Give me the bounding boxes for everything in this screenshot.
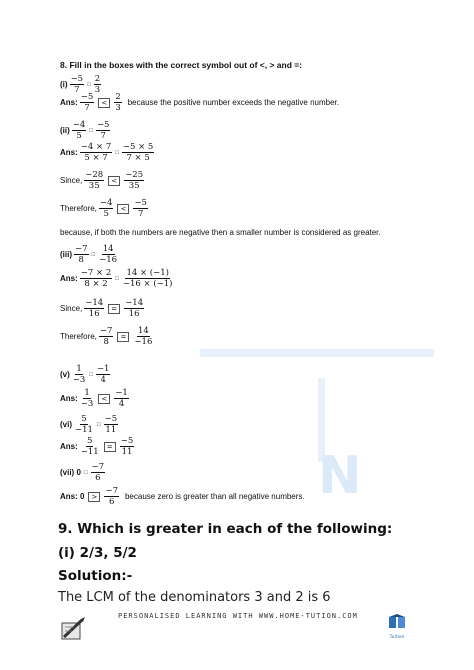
numerator: 14 bbox=[138, 326, 149, 336]
part-iii-question bbox=[60, 244, 118, 265]
numerator: −1 bbox=[115, 388, 128, 398]
fraction bbox=[80, 142, 112, 163]
numerator: 1 bbox=[76, 364, 82, 374]
part-v-answer bbox=[60, 388, 129, 409]
numerator: −5 bbox=[80, 92, 94, 102]
fraction bbox=[104, 414, 119, 435]
numerator: −4 bbox=[99, 198, 113, 208]
denominator: −3 bbox=[72, 375, 86, 385]
numerator: 2 bbox=[115, 92, 121, 102]
question-8-title: 8. Fill in the boxes with the correct symbol out of <, > and =: bbox=[60, 60, 303, 70]
label-text: (iii) bbox=[60, 250, 72, 259]
denominator: −3 bbox=[80, 399, 94, 409]
denominator: −16 × (−1) bbox=[122, 279, 173, 289]
denominator: 6 bbox=[95, 473, 101, 483]
numerator: −28 bbox=[85, 170, 104, 180]
denominator: −11 bbox=[75, 425, 93, 435]
fraction bbox=[124, 298, 144, 319]
numerator: −4 × 7 bbox=[80, 142, 112, 152]
label-text: Ans: bbox=[60, 394, 78, 403]
numerator: −5 × 5 bbox=[122, 142, 154, 152]
numerator: −7 × 2 bbox=[80, 268, 112, 278]
fraction bbox=[91, 462, 106, 483]
label-text: (vi) bbox=[60, 420, 72, 429]
blank-box-icon: □ bbox=[115, 149, 119, 156]
fraction bbox=[122, 268, 174, 289]
numerator: −7 bbox=[105, 486, 118, 496]
part-ii-answer bbox=[60, 142, 154, 163]
denominator: 16 bbox=[88, 309, 100, 319]
fraction bbox=[80, 436, 100, 457]
blank-box-icon: □ bbox=[91, 251, 96, 258]
denominator: 7 × 5 bbox=[126, 153, 150, 163]
label-text: (vii) 0 bbox=[60, 468, 81, 477]
denominator: 5 bbox=[76, 131, 82, 141]
watermark-letter: N bbox=[318, 446, 362, 506]
numerator: 14 × (−1) bbox=[126, 268, 169, 278]
label-text: Ans: bbox=[60, 148, 78, 157]
blank-box-icon: □ bbox=[83, 469, 88, 476]
fraction bbox=[124, 170, 144, 191]
label-text: Therefore, bbox=[60, 332, 97, 341]
part-vii-answer bbox=[60, 486, 305, 507]
denominator: 7 bbox=[74, 85, 80, 95]
blank-box-icon: □ bbox=[96, 421, 101, 428]
fraction bbox=[114, 92, 121, 113]
answer-box: = bbox=[117, 332, 129, 342]
denominator: 11 bbox=[121, 447, 133, 457]
fraction bbox=[133, 198, 148, 219]
label-text: (i) bbox=[60, 80, 68, 89]
blank-box-icon: □ bbox=[89, 371, 93, 378]
part-vi-question bbox=[60, 414, 118, 435]
watermark-band bbox=[200, 349, 434, 357]
denominator: 8 bbox=[78, 255, 84, 265]
part-vi-answer bbox=[60, 436, 134, 457]
fraction bbox=[84, 298, 104, 319]
fraction bbox=[80, 388, 95, 409]
label-text: Ans: 0 bbox=[60, 492, 85, 501]
label-text: Since, bbox=[60, 176, 83, 185]
fraction bbox=[84, 170, 104, 191]
label-text: Ans: bbox=[60, 274, 78, 283]
footer-text: PERSONALISED LEARNING WITH WWW.HOME-TUTION.COM bbox=[118, 612, 358, 620]
label-text: (v) bbox=[60, 370, 70, 379]
fraction bbox=[80, 268, 112, 289]
fraction bbox=[99, 198, 114, 219]
pencil-logo-icon bbox=[60, 617, 86, 641]
fraction bbox=[72, 364, 87, 385]
denominator: 7 bbox=[84, 103, 90, 113]
denominator: 16 bbox=[128, 309, 140, 319]
fraction bbox=[104, 486, 119, 507]
denominator: 5 bbox=[103, 209, 109, 219]
denominator: 6 bbox=[109, 497, 115, 507]
fraction bbox=[74, 244, 89, 265]
label-text: because the positive number exceeds the negative number. bbox=[127, 98, 339, 107]
label-text: Ans: bbox=[60, 442, 78, 451]
part-i-answer bbox=[60, 92, 339, 113]
denominator: 35 bbox=[128, 181, 140, 191]
denominator: −11 bbox=[80, 447, 99, 457]
fraction bbox=[133, 326, 153, 347]
fraction bbox=[122, 142, 154, 163]
numerator: −5 bbox=[104, 414, 118, 424]
solution-line-1: The LCM of the denominators 3 and 2 is 6 bbox=[58, 590, 331, 605]
numerator: −14 bbox=[85, 298, 104, 308]
numerator: −1 bbox=[96, 364, 110, 374]
fraction bbox=[74, 414, 94, 435]
denominator: 3 bbox=[115, 103, 121, 113]
numerator: 14 bbox=[102, 244, 114, 254]
part-ii-since bbox=[60, 170, 144, 191]
fraction bbox=[99, 326, 114, 347]
fraction bbox=[96, 364, 111, 385]
denominator: 8 bbox=[103, 337, 109, 347]
answer-box: > bbox=[88, 492, 100, 502]
numerator: −7 bbox=[99, 326, 113, 336]
answer-box: < bbox=[108, 176, 120, 186]
answer-box: = bbox=[108, 304, 120, 314]
answer-box: = bbox=[104, 442, 116, 452]
numerator: −5 bbox=[70, 74, 84, 84]
answer-box: < bbox=[98, 394, 110, 404]
label-text: Since, bbox=[60, 304, 83, 313]
numerator: 5 bbox=[81, 414, 87, 424]
numerator: 1 bbox=[84, 388, 90, 398]
brand-logo-icon bbox=[386, 614, 408, 642]
numerator: −5 bbox=[134, 198, 147, 208]
answer-box: < bbox=[98, 98, 110, 108]
part-iii-answer bbox=[60, 268, 174, 289]
denominator: 5 × 7 bbox=[84, 153, 108, 163]
label-text: Ans: bbox=[60, 98, 78, 107]
denominator: 3 bbox=[94, 85, 101, 95]
question-9-part: (i) 2/3, 5/2 bbox=[58, 545, 137, 561]
denominator: 8 × 2 bbox=[84, 279, 108, 289]
denominator: 11 bbox=[105, 425, 117, 435]
part-v-question bbox=[60, 364, 110, 385]
numerator: −7 bbox=[91, 462, 105, 472]
denominator: −16 bbox=[99, 255, 118, 265]
denominator: 7 bbox=[137, 209, 144, 219]
part-ii-because: because, if both the numbers are negative then a smaller number is considered as greater. bbox=[60, 228, 381, 237]
numerator: −14 bbox=[125, 298, 144, 308]
fraction bbox=[80, 92, 95, 113]
part-ii-question bbox=[60, 120, 110, 141]
label-text: (ii) bbox=[60, 126, 70, 135]
part-iii-therefore bbox=[60, 326, 153, 347]
fraction bbox=[114, 388, 129, 409]
numerator: −7 bbox=[75, 244, 88, 254]
numerator: −25 bbox=[125, 170, 144, 180]
fraction bbox=[120, 436, 135, 457]
part-iii-since bbox=[60, 298, 144, 319]
solution-label: Solution:- bbox=[58, 568, 133, 584]
denominator: 7 bbox=[100, 131, 106, 141]
numerator: −4 bbox=[72, 120, 86, 130]
fraction bbox=[72, 120, 87, 141]
answer-box: < bbox=[117, 204, 129, 214]
blank-box-icon: □ bbox=[115, 275, 119, 282]
blank-box-icon: □ bbox=[87, 81, 91, 88]
numerator: −5 bbox=[120, 436, 134, 446]
denominator: 4 bbox=[118, 399, 125, 409]
fraction bbox=[98, 244, 118, 265]
denominator: 4 bbox=[100, 375, 106, 385]
part-vii-question bbox=[60, 462, 105, 483]
brand-name: Tuition bbox=[389, 635, 405, 640]
blank-box-icon: □ bbox=[89, 127, 93, 134]
part-ii-therefore bbox=[60, 198, 148, 219]
denominator: −16 bbox=[134, 337, 153, 347]
fraction bbox=[96, 120, 111, 141]
question-9-title: 9. Which is greater in each of the following: bbox=[58, 521, 393, 537]
denominator: 35 bbox=[88, 181, 100, 191]
numerator: −5 bbox=[96, 120, 110, 130]
label-text: because zero is greater than all negative numbers. bbox=[124, 492, 305, 501]
label-text: Therefore, bbox=[60, 204, 97, 213]
numerator: 5 bbox=[87, 436, 93, 446]
numerator: 2 bbox=[94, 74, 101, 84]
